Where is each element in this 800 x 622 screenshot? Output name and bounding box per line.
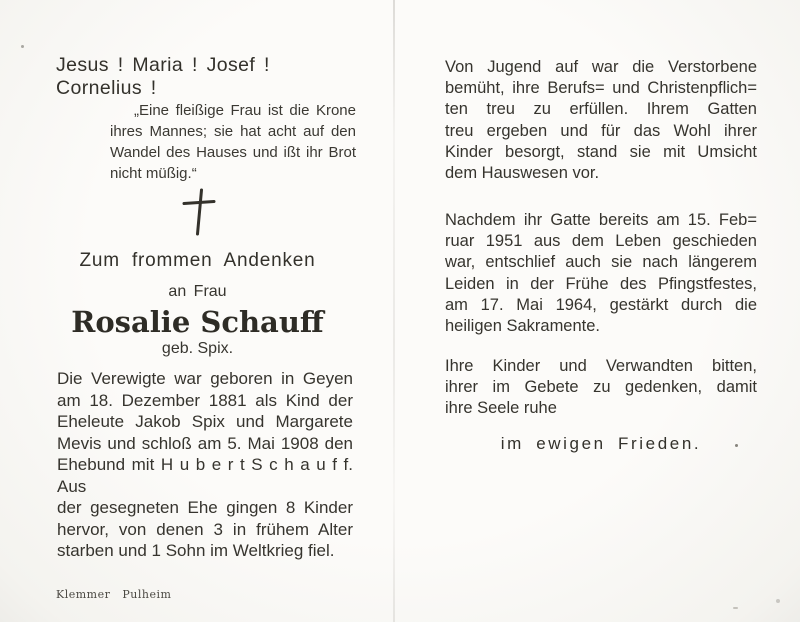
obituary-paragraph-3 bbox=[445, 356, 757, 420]
text-line: Die Verewigte war geboren in Geyen bbox=[57, 369, 353, 388]
obituary-paragraph-2 bbox=[445, 210, 757, 337]
scripture-quote bbox=[110, 100, 356, 184]
text-line: bemüht, ihre Berufs= und Christenpflich= bbox=[445, 79, 757, 98]
obituary-paragraph-1 bbox=[445, 57, 757, 184]
text-line: Mevis und schloß am 5. Mai 1908 den bbox=[57, 433, 353, 453]
maiden-name: geb. Spix. bbox=[161, 340, 234, 357]
ink-speck bbox=[735, 444, 738, 447]
text-line: starben und 1 Sohn im Weltkrieg fiel. bbox=[57, 541, 335, 560]
biography-paragraph bbox=[57, 368, 353, 562]
text-line: ruar 1951 aus dem Leben geschieden bbox=[445, 232, 757, 251]
text-line: am 17. Mai 1964, gestärkt durch die bbox=[445, 295, 757, 314]
printer-place: Pulheim bbox=[122, 588, 172, 601]
text-line: ten treu zu erfüllen. Ihrem Gatten bbox=[445, 100, 757, 119]
text-line: am 18. Dezember 1881 als Kind der bbox=[57, 390, 353, 410]
dedication-heading: Zum frommen Andenken bbox=[79, 250, 316, 271]
salutation-line: an Frau bbox=[168, 283, 227, 300]
text-line: ihrer im Gebete zu gedenken, damit bbox=[445, 378, 757, 397]
text-line: heiligen Sakramente. bbox=[445, 317, 601, 336]
cross-icon bbox=[0, 188, 395, 236]
text-line: hervor, von denen 3 in frühem Alter bbox=[57, 519, 353, 539]
text-line: war, entschlief auch sie nach längerem bbox=[445, 253, 757, 272]
ink-speck bbox=[733, 607, 738, 609]
text-line: treu ergeben und für das Wohl ihrer bbox=[445, 121, 757, 140]
text-line: Eheleute Jakob Spix und Margarete bbox=[57, 412, 353, 431]
text-line: Ehebund mit H u b e r t S c h a u f f. Aus bbox=[57, 455, 353, 496]
text-line: der gesegneten Ehe gingen 8 Kinder bbox=[57, 498, 353, 517]
ink-speck bbox=[21, 45, 24, 48]
printer-name: Klemmer bbox=[56, 588, 111, 601]
closing-line: im ewigen Frieden. bbox=[500, 434, 702, 453]
text-line: Ihre Kinder und Verwandten bitten, bbox=[445, 357, 757, 375]
text-line: Wandel des Hauses und ißt ihr Brot bbox=[110, 144, 356, 161]
text-line: Von Jugend auf war die Verstorbene bbox=[445, 58, 757, 76]
text-line: Leiden in der Frühe des Pfingstfestes, bbox=[445, 274, 757, 293]
invocation-line: Jesus ! Maria ! Josef ! Cornelius ! bbox=[56, 54, 270, 99]
text-line: Nachdem ihr Gatte bereits am 15. Feb= bbox=[445, 211, 757, 229]
right-page bbox=[395, 0, 800, 622]
deceased-name: Rosalie Schauff bbox=[71, 305, 324, 339]
text-line: „Eine fleißige Frau ist die Krone bbox=[134, 102, 356, 119]
printer-imprint bbox=[56, 588, 183, 601]
text-line: Kinder besorgt, stand sie mit Umsicht bbox=[445, 142, 757, 161]
text-line: ihres Mannes; sie hat acht auf den bbox=[110, 123, 356, 140]
text-line: dem Hauswesen vor. bbox=[445, 164, 600, 183]
text-line: nicht müßig.“ bbox=[110, 165, 197, 182]
text-line: ihre Seele ruhe bbox=[445, 399, 557, 418]
ink-speck bbox=[776, 599, 780, 603]
left-page bbox=[0, 0, 395, 622]
